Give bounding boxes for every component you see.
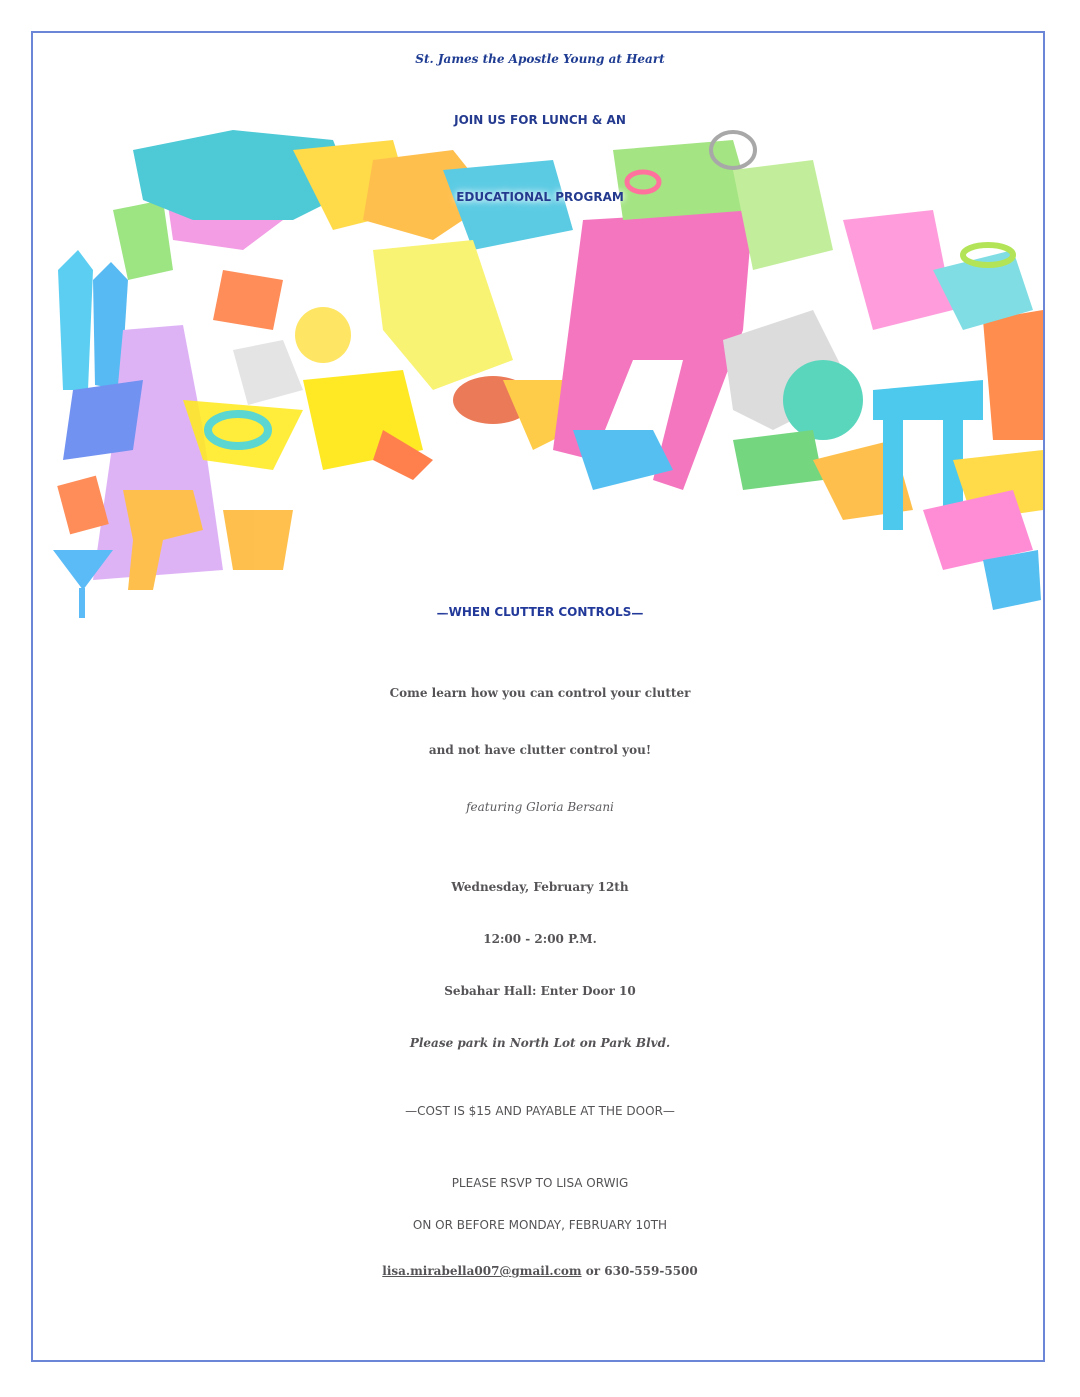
contact-connector: or (581, 1264, 605, 1278)
title-text: WHEN CLUTTER CONTROLS (448, 605, 632, 619)
rsvp-line-1: PLEASE RSVP TO LISA ORWIG (451, 1176, 629, 1190)
pot-shape (113, 200, 173, 280)
swim-fins-shape (58, 250, 93, 390)
event-time: 12:00 - 2:00 P.M. (483, 932, 597, 946)
chair-shape (373, 240, 513, 390)
lemon-shape (295, 307, 351, 363)
pitch-line-2: and not have clutter control you! (428, 743, 652, 757)
pitch-line-1: Come learn how you can control your clutter (389, 686, 691, 700)
spatula-shape (57, 476, 109, 535)
cost-note: —COST IS $15 AND PAYABLE AT THE DOOR— (405, 1104, 675, 1118)
ball-shape (783, 360, 863, 440)
headline-line-2: EDUCATIONAL PROGRAM (456, 190, 624, 204)
event-date: Wednesday, February 12th (451, 880, 629, 894)
email-link[interactable]: lisa.mirabella007@gmail.com (382, 1264, 582, 1278)
clutter-illustration (33, 130, 1043, 640)
featuring-speaker: featuring Gloria Bersani (466, 800, 614, 814)
title-dash-left: — (436, 605, 449, 620)
event-location: Sebahar Hall: Enter Door 10 (444, 984, 636, 998)
event-title (0, 605, 1080, 620)
rsvp-line-2: ON OR BEFORE MONDAY, FEBRUARY 10TH (412, 1218, 668, 1232)
contact-line (0, 1264, 1080, 1278)
handbag-shape (983, 310, 1043, 440)
parking-note: Please park in North Lot on Park Blvd. (409, 1036, 671, 1050)
phone-number: 630-559-5500 (604, 1264, 698, 1278)
title-dash-right: — (631, 605, 644, 620)
organization-name: St. James the Apostle Young at Heart (415, 52, 665, 66)
headline-line-1: JOIN US FOR LUNCH & AN (454, 113, 626, 127)
